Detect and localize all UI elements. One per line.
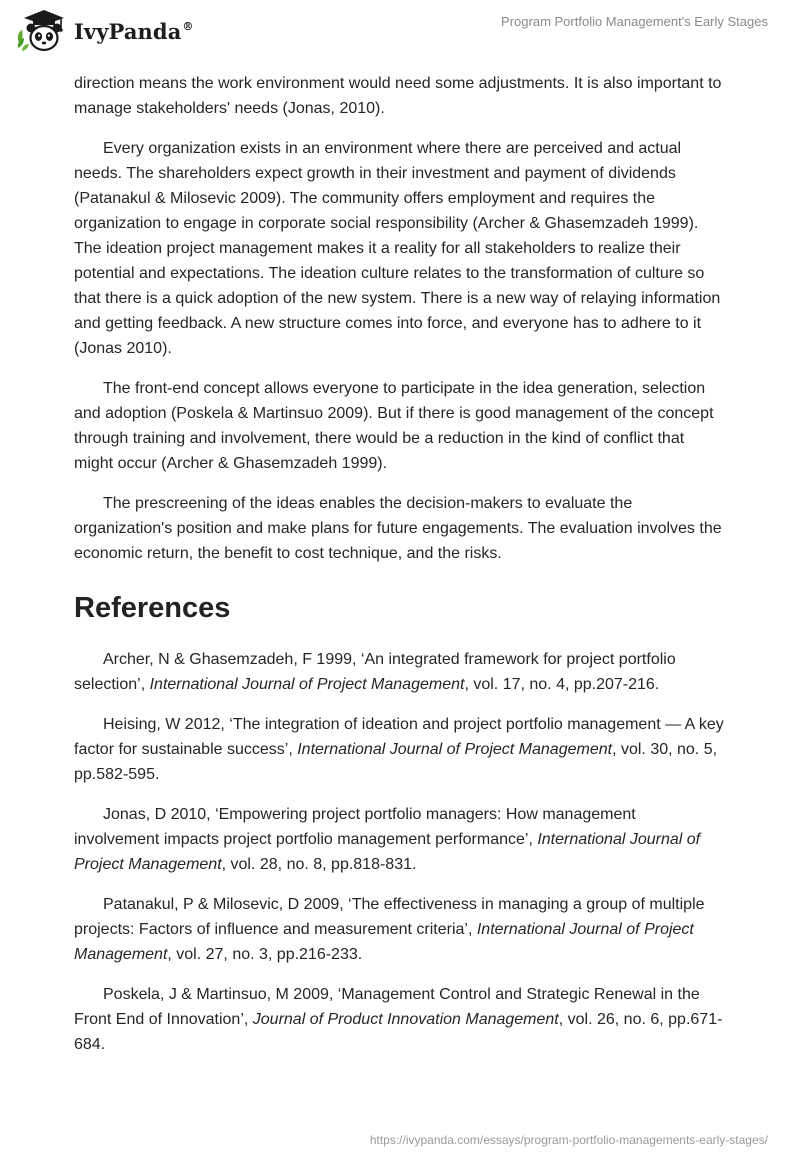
reference-item [74,712,724,787]
body-paragraph: Every organization exists in an environment where there are perceived and actual needs. The shareholders expect growth in their investment and payment of dividends (Patanakul & Milosevic 2009). The community offers employment and requires the organization to engage in corporate social responsibility (Archer & Ghasemzadeh 1999). The ideation project management makes it a reality for all stakeholders to realize their potential and expectations. The ideation culture relates to the transformation of culture so that there is a quick adoption of the new system. There is a new way of relaying information and getting feedback. A new structure comes into force, and everyone has to adhere to it (Jonas 2010). [74,140,721,357]
reference-details: , vol. 28, no. 8, pp.818-831. [221,856,417,873]
source-url-link[interactable]: https://ivypanda.com/essays/program-portfolio-managements-early-stages/ [369,1133,768,1147]
reference-details: , vol. 17, no. 4, pp.207-216. [464,676,660,693]
reference-details: , vol. 26, no. 6, pp.671-684. [74,1011,723,1053]
reference-journal: Journal of Product Innovation Management [252,1011,559,1028]
ivypanda-logo[interactable] [16,8,194,54]
reference-journal: International Journal of Project Management [74,831,701,873]
reference-text: Patanakul, P & Milosevic, D 2009, ‘The effectiveness in managing a group of multiple projects: Factors of influence and measurement criteria’, [74,896,705,938]
reference-item [74,647,724,697]
page-header [0,0,800,70]
reference-text: Heising, W 2012, ‘The integration of ideation and project portfolio management — A key factor for sustainable success’, [74,716,724,758]
reference-text: Jonas, D 2010, ‘Empowering project portfolio managers: How management involvement impacts project portfolio management performance’, [74,806,636,848]
reference-item [74,892,724,967]
reference-journal: International Journal of Project Management [149,676,465,693]
registered-mark: ® [182,19,194,33]
reference-details: , vol. 27, no. 3, pp.216-233. [167,946,363,963]
body-paragraph: direction means the work environment would need some adjustments. It is also important to manage stakeholders' needs (Jonas, 2010). [74,75,722,117]
references-heading: References [74,592,231,624]
reference-text: Archer, N & Ghasemzadeh, F 1999, ‘An integrated framework for project portfolio selection’, [74,651,676,693]
reference-journal: International Journal of Project Management [297,741,613,758]
reference-details: , vol. 30, no. 5, pp.582-595. [74,741,718,783]
reference-journal: International Journal of Project Management [74,921,694,963]
essay-content [74,71,724,1072]
reference-item [74,802,724,877]
brand-name: IvyPanda® [74,18,194,44]
body-paragraph: The front-end concept allows everyone to participate in the idea generation, selection and adoption (Poskela & Martinsuo 2009). But if there is good management of the concept through training and involvement, there would be a reduction in the kind of conflict that might occur (Archer & Ghasemzadeh 1999). [74,380,714,472]
panda-graduate-icon [16,8,66,54]
reference-text: Poskela, J & Martinsuo, M 2009, ‘Management Control and Strategic Renewal in the Front End of Innovation’, [74,986,700,1028]
body-paragraph: The prescreening of the ideas enables the decision-makers to evaluate the organization's position and make plans for future engagements. The evaluation involves the economic return, the benefit to cost technique, and the risks. [74,495,722,562]
document-title: Program Portfolio Management's Early Stages [501,14,768,29]
reference-item [74,982,724,1057]
